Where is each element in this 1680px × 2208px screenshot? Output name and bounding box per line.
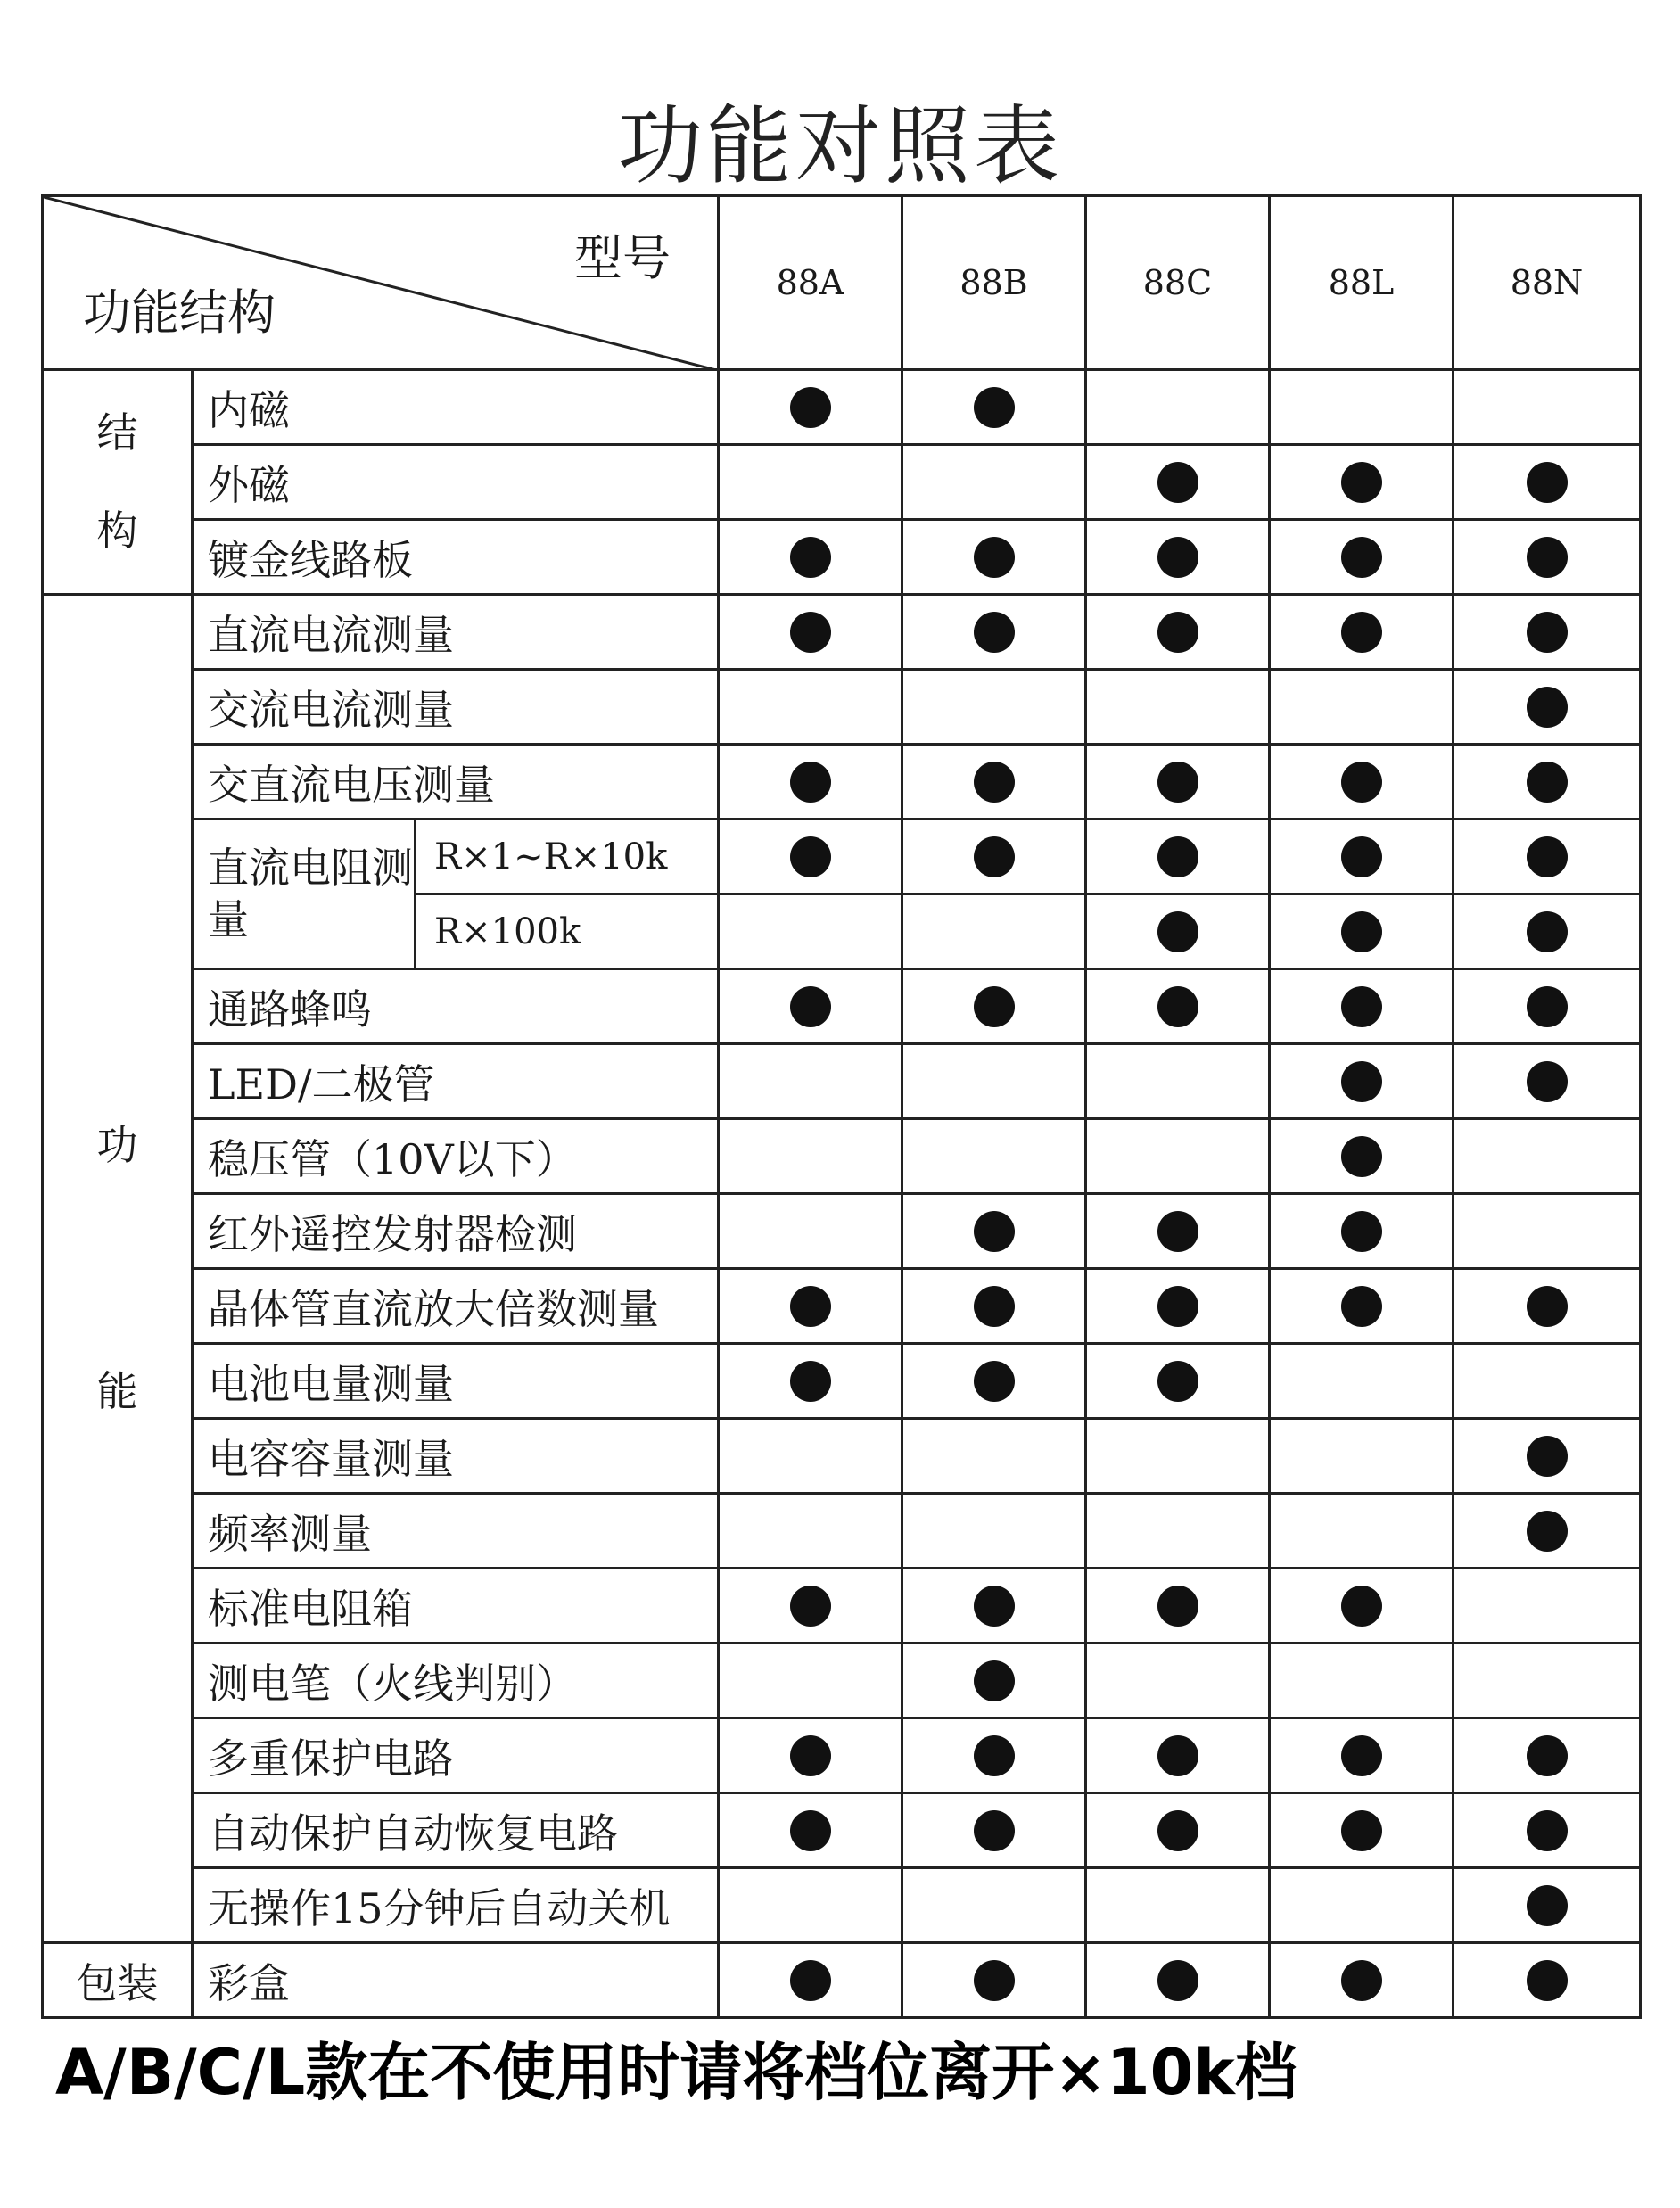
feature-label: 电池电量测量 xyxy=(193,1344,719,1419)
feature-cell xyxy=(1454,370,1641,445)
feature-dot-icon xyxy=(974,387,1015,428)
table-row xyxy=(43,370,1641,445)
feature-cell xyxy=(1270,595,1454,670)
feature-cell xyxy=(1086,1943,1270,2018)
feature-label: 晶体管直流放大倍数测量 xyxy=(193,1269,719,1344)
table-row xyxy=(43,1718,1641,1793)
feature-dot-icon xyxy=(1157,462,1198,503)
feature-cell xyxy=(1454,1119,1641,1194)
feature-dot-icon xyxy=(974,1586,1015,1627)
feature-label: 频率测量 xyxy=(193,1494,719,1569)
feature-cell xyxy=(1270,1119,1454,1194)
feature-dot-icon xyxy=(790,762,831,803)
feature-dot-icon xyxy=(1341,1735,1382,1776)
model-column-header: 88L xyxy=(1270,196,1454,370)
feature-cell xyxy=(1270,745,1454,820)
feature-dot-icon xyxy=(1527,1810,1568,1851)
feature-dot-icon xyxy=(974,762,1015,803)
feature-cell xyxy=(1454,520,1641,595)
feature-cell xyxy=(719,1644,902,1718)
feature-label: 自动保护自动恢复电路 xyxy=(193,1793,719,1868)
feature-dot-icon xyxy=(1157,986,1198,1027)
feature-cell xyxy=(902,820,1086,894)
feature-dot-icon xyxy=(1157,911,1198,952)
feature-cell xyxy=(1270,670,1454,745)
feature-cell xyxy=(719,1494,902,1569)
table-row xyxy=(43,1868,1641,1943)
feature-dot-icon xyxy=(1341,1960,1382,2001)
feature-dot-icon xyxy=(790,1735,831,1776)
table-row xyxy=(43,520,1641,595)
feature-dot-icon xyxy=(1157,836,1198,877)
feature-label: 测电笔（火线判别） xyxy=(193,1644,719,1718)
feature-cell xyxy=(902,1868,1086,1943)
feature-cell xyxy=(1086,1044,1270,1119)
feature-cell xyxy=(1454,1569,1641,1644)
feature-cell xyxy=(1454,1943,1641,2018)
feature-label: 彩盒 xyxy=(193,1943,719,2018)
feature-dot-icon xyxy=(1527,1960,1568,2001)
model-column-header: 88A xyxy=(719,196,902,370)
feature-cell xyxy=(1086,820,1270,894)
feature-cell xyxy=(902,520,1086,595)
table-row xyxy=(43,820,1641,894)
category-structure xyxy=(43,370,193,595)
feature-cell xyxy=(902,595,1086,670)
table-row xyxy=(43,1644,1641,1718)
feature-dot-icon xyxy=(974,612,1015,653)
feature-cell xyxy=(719,1569,902,1644)
feature-cell xyxy=(719,1269,902,1344)
feature-dot-icon xyxy=(1527,537,1568,578)
model-header-label: 型号 xyxy=(574,230,671,286)
feature-cell xyxy=(719,1419,902,1494)
feature-cell xyxy=(1270,445,1454,520)
feature-cell xyxy=(719,670,902,745)
feature-cell xyxy=(1086,1494,1270,1569)
feature-cell xyxy=(1454,595,1641,670)
feature-dot-icon xyxy=(974,1660,1015,1701)
feature-cell xyxy=(719,745,902,820)
feature-label: 标准电阻箱 xyxy=(193,1569,719,1644)
feature-cell xyxy=(1270,1569,1454,1644)
feature-dot-icon xyxy=(1527,462,1568,503)
table-row xyxy=(43,445,1641,520)
feature-cell xyxy=(1086,894,1270,969)
feature-dot-icon xyxy=(1341,1211,1382,1252)
feature-cell xyxy=(719,1943,902,2018)
feature-cell xyxy=(1270,1644,1454,1718)
feature-dot-icon xyxy=(1527,1061,1568,1102)
feature-cell xyxy=(1270,1793,1454,1868)
feature-label: 多重保护电路 xyxy=(193,1718,719,1793)
feature-dot-icon xyxy=(974,537,1015,578)
feature-cell xyxy=(1454,1494,1641,1569)
feature-dot-icon xyxy=(1341,462,1382,503)
feature-cell xyxy=(1454,820,1641,894)
feature-dot-icon xyxy=(1527,1735,1568,1776)
feature-dot-icon xyxy=(1341,612,1382,653)
feature-cell xyxy=(1086,1269,1270,1344)
category-function xyxy=(43,595,193,1943)
feature-cell xyxy=(902,1344,1086,1419)
header-corner-cell xyxy=(43,196,719,370)
feature-cell xyxy=(1454,1868,1641,1943)
feature-cell xyxy=(1454,894,1641,969)
feature-cell xyxy=(719,894,902,969)
feature-dot-icon xyxy=(974,1286,1015,1327)
feature-cell xyxy=(1454,745,1641,820)
table-row xyxy=(43,1569,1641,1644)
feature-dot-icon xyxy=(1157,762,1198,803)
feature-dot-icon xyxy=(974,1735,1015,1776)
feature-cell xyxy=(1454,1269,1641,1344)
feature-dot-icon xyxy=(790,537,831,578)
feature-cell xyxy=(902,370,1086,445)
feature-sublabel: R×1~R×10k xyxy=(416,820,719,894)
table-row xyxy=(43,969,1641,1044)
feature-cell xyxy=(719,1793,902,1868)
feature-dot-icon xyxy=(1341,836,1382,877)
feature-cell xyxy=(902,1494,1086,1569)
feature-dot-icon xyxy=(1527,1436,1568,1477)
feature-cell xyxy=(1086,670,1270,745)
feature-cell xyxy=(902,1269,1086,1344)
feature-cell xyxy=(1270,1868,1454,1943)
feature-cell xyxy=(1086,969,1270,1044)
table-row xyxy=(43,1943,1641,2018)
feature-dot-icon xyxy=(1157,1735,1198,1776)
feature-dot-icon xyxy=(1341,1586,1382,1627)
feature-cell xyxy=(719,1194,902,1269)
feature-cell xyxy=(1454,1194,1641,1269)
feature-cell xyxy=(902,745,1086,820)
feature-cell xyxy=(1086,1119,1270,1194)
feature-cell xyxy=(902,1194,1086,1269)
feature-cell xyxy=(1270,820,1454,894)
header-row xyxy=(43,196,1641,370)
feature-cell xyxy=(719,969,902,1044)
category-char: 能 xyxy=(96,1366,138,1415)
feature-cell xyxy=(1086,1194,1270,1269)
feature-dot-icon xyxy=(790,836,831,877)
feature-label: 红外遥控发射器检测 xyxy=(193,1194,719,1269)
table-row xyxy=(43,1119,1641,1194)
feature-cell xyxy=(1454,445,1641,520)
table-row xyxy=(43,670,1641,745)
feature-cell xyxy=(1270,1718,1454,1793)
feature-cell xyxy=(1086,1868,1270,1943)
feature-cell xyxy=(1454,1644,1641,1718)
feature-cell xyxy=(1086,445,1270,520)
feature-cell xyxy=(902,1718,1086,1793)
feature-dot-icon xyxy=(1527,911,1568,952)
feature-label: 稳压管（10V以下） xyxy=(193,1119,719,1194)
feature-cell xyxy=(719,1044,902,1119)
feature-cell xyxy=(1454,1344,1641,1419)
feature-dot-icon xyxy=(790,1361,831,1402)
category-char: 构 xyxy=(96,507,138,556)
feature-dot-icon xyxy=(1157,1361,1198,1402)
category-char: 功 xyxy=(96,1120,138,1169)
feature-dot-icon xyxy=(1527,1286,1568,1327)
table-row xyxy=(43,595,1641,670)
feature-dot-icon xyxy=(790,1286,831,1327)
feature-cell xyxy=(1454,1419,1641,1494)
feature-cell xyxy=(1270,1194,1454,1269)
feature-cell xyxy=(902,1044,1086,1119)
feature-dot-icon xyxy=(974,1960,1015,2001)
feature-cell xyxy=(1454,1793,1641,1868)
feature-dot-icon xyxy=(1341,1286,1382,1327)
page-title: 功能对照表 xyxy=(617,96,1063,196)
feature-cell xyxy=(719,820,902,894)
feature-dot-icon xyxy=(1341,911,1382,952)
feature-dot-icon xyxy=(790,1586,831,1627)
feature-dot-icon xyxy=(790,612,831,653)
feature-cell xyxy=(902,1569,1086,1644)
feature-label: 镀金线路板 xyxy=(193,520,719,595)
feature-cell xyxy=(1270,1269,1454,1344)
feature-label: 交直流电压测量 xyxy=(193,745,719,820)
feature-dot-icon xyxy=(790,986,831,1027)
table-row xyxy=(43,1194,1641,1269)
feature-dot-icon xyxy=(1527,1885,1568,1926)
feature-cell xyxy=(1270,1044,1454,1119)
feature-cell xyxy=(1270,1344,1454,1419)
feature-cell xyxy=(902,1943,1086,2018)
feature-cell xyxy=(1270,1943,1454,2018)
feature-cell xyxy=(1086,1718,1270,1793)
feature-dot-icon xyxy=(1341,1061,1382,1102)
feature-dot-icon xyxy=(1527,1511,1568,1552)
table-row xyxy=(43,1419,1641,1494)
feature-cell xyxy=(1086,595,1270,670)
feature-cell xyxy=(1270,969,1454,1044)
feature-label: 内磁 xyxy=(193,370,719,445)
feature-dot-icon xyxy=(1157,1286,1198,1327)
feature-label: 直流电流测量 xyxy=(193,595,719,670)
feature-dot-icon xyxy=(1527,612,1568,653)
table-row xyxy=(43,1269,1641,1344)
feature-label: 外磁 xyxy=(193,445,719,520)
feature-dot-icon xyxy=(790,1810,831,1851)
feature-cell xyxy=(902,1644,1086,1718)
feature-dot-icon xyxy=(1341,762,1382,803)
feature-cell xyxy=(719,520,902,595)
feature-cell xyxy=(1086,370,1270,445)
feature-dot-icon xyxy=(974,986,1015,1027)
feature-cell xyxy=(1270,370,1454,445)
feature-dot-icon xyxy=(1527,762,1568,803)
feature-cell xyxy=(902,670,1086,745)
table-row xyxy=(43,1344,1641,1419)
model-column-header: 88B xyxy=(902,196,1086,370)
feature-label: 交流电流测量 xyxy=(193,670,719,745)
feature-dot-icon xyxy=(790,387,831,428)
feature-dot-icon xyxy=(1341,986,1382,1027)
feature-label: 通路蜂鸣 xyxy=(193,969,719,1044)
feature-cell xyxy=(1086,745,1270,820)
feature-cell xyxy=(902,445,1086,520)
feature-cell xyxy=(1086,1569,1270,1644)
model-column-header: 88C xyxy=(1086,196,1270,370)
feature-cell xyxy=(1454,670,1641,745)
feature-dot-icon xyxy=(1527,986,1568,1027)
feature-label: LED/二极管 xyxy=(193,1044,719,1119)
category-char: 结 xyxy=(96,408,138,457)
feature-dot-icon xyxy=(1527,836,1568,877)
feature-dot-icon xyxy=(974,1211,1015,1252)
feature-dot-icon xyxy=(1157,537,1198,578)
model-column-header: 88N xyxy=(1454,196,1641,370)
feature-dot-icon xyxy=(974,1810,1015,1851)
feature-dot-icon xyxy=(1157,1586,1198,1627)
feature-dot-icon xyxy=(1157,1960,1198,2001)
feature-cell xyxy=(1086,520,1270,595)
feature-cell xyxy=(902,1419,1086,1494)
feature-cell xyxy=(1086,1793,1270,1868)
feature-cell xyxy=(1270,520,1454,595)
feature-cell xyxy=(1270,1419,1454,1494)
feature-cell xyxy=(1270,894,1454,969)
feature-dot-icon xyxy=(1341,537,1382,578)
table-row xyxy=(43,745,1641,820)
function-header-label: 功能结构 xyxy=(83,284,276,341)
feature-dot-icon xyxy=(974,836,1015,877)
feature-cell xyxy=(902,969,1086,1044)
feature-dot-icon xyxy=(1527,687,1568,728)
feature-cell xyxy=(1086,1419,1270,1494)
feature-cell xyxy=(902,1119,1086,1194)
resistance-group-label: 直流电阻测量 xyxy=(193,820,416,969)
feature-sublabel: R×100k xyxy=(416,894,719,969)
table-row xyxy=(43,1793,1641,1868)
category-packaging: 包装 xyxy=(43,1943,193,2018)
feature-cell xyxy=(1086,1344,1270,1419)
function-comparison-table xyxy=(41,194,1639,2005)
feature-cell xyxy=(719,595,902,670)
feature-cell xyxy=(719,1868,902,1943)
feature-cell xyxy=(902,1793,1086,1868)
feature-dot-icon xyxy=(974,1361,1015,1402)
feature-cell xyxy=(1454,1718,1641,1793)
feature-cell xyxy=(902,894,1086,969)
feature-label: 无操作15分钟后自动关机 xyxy=(193,1868,719,1943)
feature-cell xyxy=(1454,969,1641,1044)
feature-cell xyxy=(719,1119,902,1194)
feature-cell xyxy=(1270,1494,1454,1569)
table-row xyxy=(43,1494,1641,1569)
feature-dot-icon xyxy=(1157,1211,1198,1252)
feature-label: 电容容量测量 xyxy=(193,1419,719,1494)
feature-cell xyxy=(719,445,902,520)
feature-dot-icon xyxy=(1341,1136,1382,1177)
table-row xyxy=(43,1044,1641,1119)
feature-dot-icon xyxy=(1157,1810,1198,1851)
feature-cell xyxy=(1086,1644,1270,1718)
feature-dot-icon xyxy=(1341,1810,1382,1851)
feature-cell xyxy=(719,1344,902,1419)
footnote: A/B/C/L款在不使用时请将档位离开×10k档 xyxy=(55,2036,1297,2109)
feature-dot-icon xyxy=(790,1960,831,2001)
feature-dot-icon xyxy=(1157,612,1198,653)
feature-cell xyxy=(719,1718,902,1793)
feature-cell xyxy=(1454,1044,1641,1119)
feature-cell xyxy=(719,370,902,445)
